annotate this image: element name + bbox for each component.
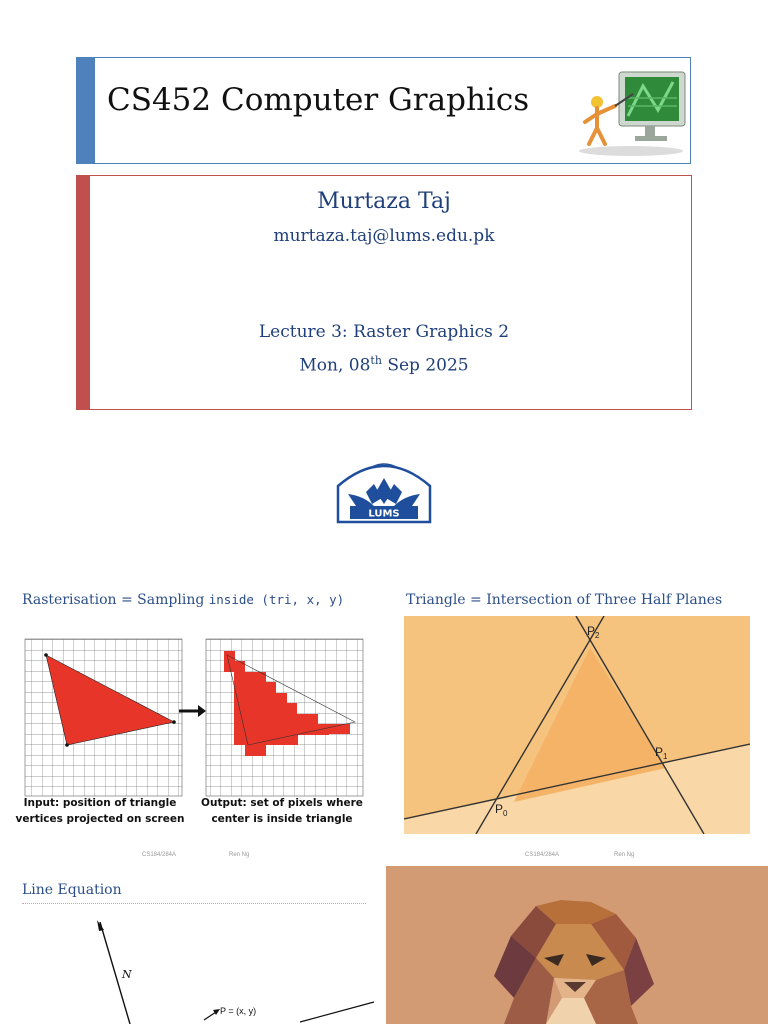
line-equation-heading: Line Equation [22, 882, 122, 898]
rasterisation-figure [0, 608, 384, 870]
label-p0-sub: 0 [503, 809, 508, 818]
triangle-heading: Triangle = Intersection of Three Half Planes [406, 592, 723, 608]
lums-logo-text: LUMS [368, 508, 400, 520]
teacher-monitor-clipart-icon [573, 66, 691, 158]
lecture-info-box [76, 175, 692, 410]
triangle-half-planes-slide [384, 580, 768, 870]
lowpoly-lion-image [386, 866, 768, 1024]
lums-logo [334, 452, 434, 524]
label-p0: P [495, 802, 504, 816]
triangle-footer-author: Ren Ng [614, 852, 635, 858]
arrow-right-icon [198, 705, 206, 717]
output-caption-line1: Output: set of pixels where [201, 797, 363, 809]
label-p2-sub: 2 [595, 631, 600, 640]
half-planes-figure [404, 616, 750, 834]
rasterisation-footer-course: CS184/284A [142, 852, 177, 858]
lecture-title: Lecture 3: Raster Graphics 2 [258, 322, 510, 342]
course-title-box [76, 57, 691, 164]
label-p1: P [655, 745, 664, 759]
label-p1-sub: 1 [663, 752, 668, 761]
rasterisation-heading-text: Rasterisation = Sampling [22, 592, 209, 608]
triangle-footer-course: CS184/284A [525, 852, 560, 858]
heading-divider [22, 903, 366, 904]
label-p: P = (x, y) [220, 1006, 257, 1016]
lecture-date [77, 354, 691, 376]
line-equation-figure [0, 906, 384, 1024]
rasterisation-heading [22, 592, 344, 608]
date-suffix: Sep 2025 [381, 355, 469, 376]
input-caption [12, 795, 188, 827]
line-equation-slide [0, 866, 384, 1024]
date-prefix: Mon, 08 [299, 355, 371, 376]
label-n: N [122, 968, 132, 981]
label-p2: P [587, 624, 596, 638]
date-superscript: th [370, 354, 382, 367]
output-caption [194, 795, 370, 827]
instructor-email: murtaza.taj@lums.edu.pk [273, 226, 495, 246]
input-caption-line2: vertices projected on screen [15, 813, 185, 825]
instructor-name: Murtaza Taj [317, 189, 451, 214]
input-caption-line1: Input: position of triangle [23, 797, 177, 809]
rasterisation-heading-code: inside (tri, x, y) [208, 592, 345, 607]
normal-arrow-icon [97, 920, 104, 931]
title-accent-bar [77, 58, 95, 163]
output-caption-line2: center is inside triangle [211, 813, 353, 825]
lowpoly-lion-slide [386, 866, 768, 1024]
course-title: CS452 Computer Graphics [107, 82, 530, 118]
rasterisation-slide [0, 580, 384, 870]
rasterisation-footer-author: Ren Ng [229, 852, 250, 858]
